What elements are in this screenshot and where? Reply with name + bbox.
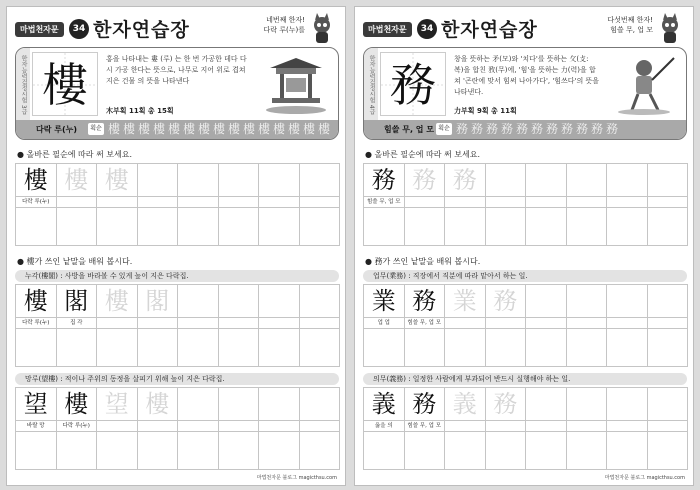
empty-cell [647,208,688,246]
word-char-2: 務 [412,390,437,418]
worksheet-title: 한자연습장 [93,19,190,41]
empty-cell [647,164,688,197]
word-cell [56,285,97,318]
practice-section-title: ● 올바른 필순에 따라 써 보세요. [365,150,480,159]
credit-text: 마법천자문 블로그 magicthsu.com [604,475,685,481]
word-label-1: 다락 루(누) [16,318,57,329]
empty-cell [56,329,97,367]
empty-cell [566,388,607,421]
mascot-icon [307,13,337,45]
word-label-2: 힘쓸 무, 업 모 [404,421,445,432]
empty-cell [566,318,607,329]
word-grid [363,387,688,470]
empty-cell [485,164,526,197]
trace-cell [56,164,97,197]
empty-cell [647,197,688,208]
trace-char: 務 [452,166,477,194]
empty-cell [445,432,486,470]
nth-label: 네번째 한자! [266,16,305,24]
empty-cell [647,285,688,318]
vocab-title-text: 務가 쓰인 낱말을 배워 봅시다. [374,257,481,266]
trace-char: 務 [412,166,437,194]
empty-cell [607,285,648,318]
pavilion-illustration-icon [260,54,332,116]
nth-hanja-note [225,15,305,35]
worksheet-page-left [6,6,346,486]
practice-char: 樓 [23,166,48,194]
hanja-big-char: 樓 [42,58,88,112]
nth-sub: 힘쓸 무, 업 모 [610,26,653,34]
empty-cell [647,329,688,367]
empty-cell [218,208,259,246]
hanja-info-box [15,47,339,140]
empty-cell [485,432,526,470]
trace-cell [137,285,178,318]
sound-bar [16,120,338,139]
empty-cell [137,329,178,367]
empty-cell [97,318,138,329]
empty-cell [404,329,445,367]
empty-cell [566,432,607,470]
trace-char: 閣 [145,287,170,315]
empty-cell [485,197,526,208]
worksheet-title: 한자연습장 [441,19,538,41]
empty-cell [526,432,567,470]
empty-cell [526,318,567,329]
word-cell [56,388,97,421]
empty-cell [178,164,219,197]
empty-cell [647,421,688,432]
series-badge: 마법천자문 [363,22,412,37]
word-char-1: 業 [371,287,396,315]
empty-cell [445,197,486,208]
hanja-explanation: 창을 뜻하는 矛(모)와 '치다'를 뜻하는 攵(攴: 복)을 합친 敄(무)에, '힘'을 뜻하는 力(력)을 합쳐 '곤란에 맞서 힘써 나아가다', '힘쓰다'의 뜻을 나타낸다. [454,55,599,96]
empty-cell [178,285,219,318]
empty-cell [364,329,405,367]
empty-cell [218,197,259,208]
word-label-2: 다락 루(누) [56,421,97,432]
empty-cell [259,421,300,432]
empty-cell [178,208,219,246]
empty-cell [137,164,178,197]
worksheet-page-right [354,6,694,486]
trace-cell [445,285,486,318]
word-definition: 의무(義務) : 일정한 사람에게 부과되어 반드시 실행해야 하는 일. [363,373,687,385]
word-cell [364,388,405,421]
practice-grid [363,163,688,246]
word-label-2: 힘쓸 무, 업 모 [404,318,445,329]
empty-cell [259,388,300,421]
empty-cell [218,388,259,421]
practice-title-text: 올바른 필순에 따라 써 보세요. [26,150,132,159]
word-cell [404,388,445,421]
practice-label: 다락 루(누) [16,197,57,208]
empty-cell [259,432,300,470]
empty-cell [178,318,219,329]
trace-cell [97,388,138,421]
empty-cell [218,421,259,432]
empty-cell [607,432,648,470]
word-cell [16,285,57,318]
empty-cell [526,164,567,197]
empty-cell [299,421,340,432]
stroke-order-label: 획순 [436,123,452,135]
empty-cell [97,432,138,470]
word-char-1: 義 [371,390,396,418]
practice-title-text: 올바른 필순에 따라 써 보세요. [374,150,480,159]
empty-cell [178,432,219,470]
empty-cell [299,208,340,246]
empty-cell [485,421,526,432]
nth-hanja-note [573,15,653,35]
nth-sub: 다락 루(누)를 [263,26,305,34]
trace-cell [97,285,138,318]
hanja-explanation: 홍을 나타내는 婁 (루) 는 한 번 가공한 데다 다시 가공 한다는 뜻으로, 나무로 지어 위로 겹쳐 지은 건물 의 뜻을 나타낸다 [106,55,247,85]
word-char-2: 樓 [64,390,89,418]
nth-label: 다섯번째 한자! [607,16,653,24]
trace-cell [485,388,526,421]
empty-cell [178,421,219,432]
vocab-section-title: ● 務가 쓰인 낱말을 배워 봅시다. [365,257,481,266]
sound-bar [364,120,686,139]
empty-cell [137,208,178,246]
word-label-1: 옳을 의 [364,421,405,432]
stroke-count: 木부획 11획 총 15획 [106,107,174,115]
empty-cell [445,208,486,246]
empty-cell [607,164,648,197]
hanja-sound: 다락 루(누) [36,125,78,134]
empty-cell [647,388,688,421]
word-definition: 망루(望樓) : 적이나 주위의 동정을 살피기 위해 높이 지은 다락집. [15,373,339,385]
practice-char: 務 [371,166,396,194]
word-label-2: 집 각 [56,318,97,329]
empty-cell [259,197,300,208]
empty-cell [16,432,57,470]
empty-cell [566,208,607,246]
trace-char: 樓 [145,390,170,418]
empty-cell [299,318,340,329]
hanja-info-box [363,47,687,140]
level-side-label: 한자능력검정시험 3급 [16,48,30,122]
empty-cell [566,329,607,367]
warrior-illustration-icon [608,54,680,116]
empty-cell [16,329,57,367]
empty-cell [566,164,607,197]
word-label-1: 바랄 망 [16,421,57,432]
empty-cell [607,329,648,367]
empty-cell [364,208,405,246]
empty-cell [526,208,567,246]
empty-cell [218,318,259,329]
empty-cell [97,421,138,432]
word-char-1: 望 [23,390,48,418]
word-definition: 업무(業務) : 직장에서 직분에 따라 맡아서 하는 일. [363,270,687,282]
mascot-icon [655,13,685,45]
empty-cell [259,318,300,329]
trace-char: 樓 [104,287,129,315]
empty-cell [566,197,607,208]
empty-cell [485,208,526,246]
trace-char: 義 [452,390,477,418]
trace-char: 樓 [104,166,129,194]
practice-grid [15,163,340,246]
trace-char: 望 [104,390,129,418]
trace-char: 務 [493,287,518,315]
empty-cell [299,285,340,318]
empty-cell [97,197,138,208]
empty-cell [485,318,526,329]
vocab-section-title: ● 樓가 쓰인 낱말을 배워 봅시다. [17,257,133,266]
practice-cell [364,164,405,197]
trace-char: 務 [493,390,518,418]
empty-cell [259,329,300,367]
trace-cell [485,285,526,318]
hanja-display [32,52,98,116]
empty-cell [56,197,97,208]
empty-cell [445,329,486,367]
empty-cell [566,285,607,318]
word-char-2: 務 [412,287,437,315]
empty-cell [526,285,567,318]
lesson-number: 34 [69,19,89,39]
word-cell [16,388,57,421]
word-char-1: 樓 [23,287,48,315]
empty-cell [137,421,178,432]
empty-cell [178,197,219,208]
word-cell [404,285,445,318]
empty-cell [647,432,688,470]
stroke-order-sequence: 務務務務務務務務務務務 [456,122,622,136]
empty-cell [259,208,300,246]
empty-cell [607,318,648,329]
series-badge: 마법천자문 [15,22,64,37]
word-label-1: 업 업 [364,318,405,329]
empty-cell [178,329,219,367]
empty-cell [445,318,486,329]
empty-cell [364,432,405,470]
trace-cell [445,164,486,197]
empty-cell [218,285,259,318]
lesson-number: 34 [417,19,437,39]
empty-cell [404,208,445,246]
hanja-sound: 힘쓸 무, 업 모 [384,125,435,134]
empty-cell [299,329,340,367]
practice-label: 힘쓸 무, 업 모 [364,197,405,208]
empty-cell [647,318,688,329]
empty-cell [607,208,648,246]
empty-cell [566,421,607,432]
level-side-label: 한자능력검정시험 4급 [364,48,378,122]
empty-cell [137,318,178,329]
empty-cell [218,164,259,197]
practice-section-title: ● 올바른 필순에 따라 써 보세요. [17,150,132,159]
empty-cell [178,388,219,421]
empty-cell [607,197,648,208]
empty-cell [299,388,340,421]
word-definition: 누각(樓閣) : 사방을 바라볼 수 있게 높이 지은 다락집. [15,270,339,282]
word-char-2: 閣 [64,287,89,315]
empty-cell [526,197,567,208]
empty-cell [16,208,57,246]
empty-cell [218,329,259,367]
word-grid [363,284,688,367]
empty-cell [404,432,445,470]
trace-char: 樓 [64,166,89,194]
empty-cell [485,329,526,367]
trace-cell [445,388,486,421]
practice-cell [16,164,57,197]
empty-cell [137,432,178,470]
empty-cell [526,388,567,421]
empty-cell [259,164,300,197]
hanja-big-char: 務 [390,58,436,112]
empty-cell [404,197,445,208]
empty-cell [137,197,178,208]
empty-cell [259,285,300,318]
empty-cell [299,164,340,197]
empty-cell [445,421,486,432]
word-cell [364,285,405,318]
empty-cell [526,329,567,367]
worksheet-header [363,13,687,45]
word-grid [15,387,340,470]
empty-cell [56,208,97,246]
stroke-order-label: 획순 [88,123,104,135]
vocab-title-text: 樓가 쓰인 낱말을 배워 봅시다. [26,257,133,266]
stroke-count: 力부획 9획 총 11획 [454,107,517,115]
stroke-order-sequence: 樓樓樓樓樓樓樓樓樓樓樓樓樓樓樓 [108,122,334,136]
empty-cell [97,329,138,367]
trace-cell [137,388,178,421]
empty-cell [526,421,567,432]
trace-char: 業 [452,287,477,315]
empty-cell [97,208,138,246]
word-grid [15,284,340,367]
empty-cell [607,388,648,421]
hanja-display [380,52,446,116]
empty-cell [56,432,97,470]
empty-cell [299,197,340,208]
credit-text: 마법천자문 블로그 magicthsu.com [256,475,337,481]
worksheet-header [15,13,339,45]
trace-cell [404,164,445,197]
empty-cell [299,432,340,470]
empty-cell [218,432,259,470]
trace-cell [97,164,138,197]
empty-cell [607,421,648,432]
